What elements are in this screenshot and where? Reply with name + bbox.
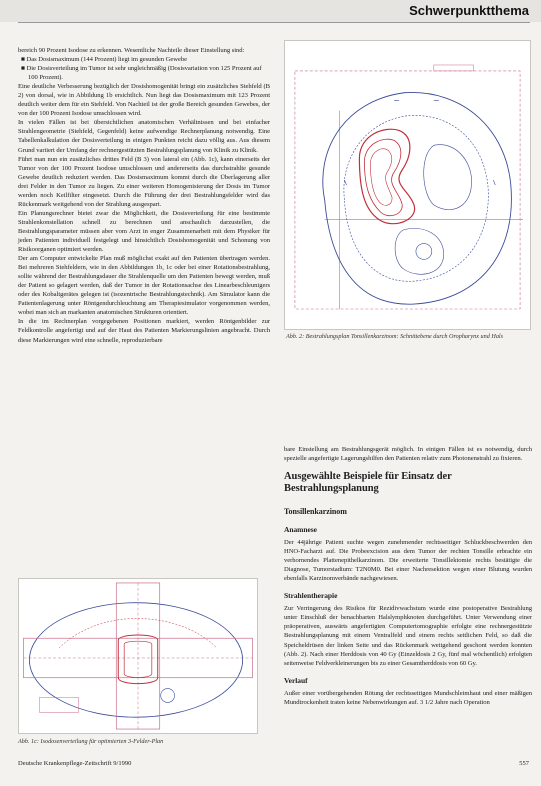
paragraph: Eine deutliche Verbesserung bezüglich der Dosishomogenität bringt ein zusätzliches Stehfeld (B 2) von dorsal, wie in Abbildung 1b ersichtlich. Nun liegt das Dosismaximum mit 123 Prozent deutlich weiter dem für ein Stehfeld. Von Nachteil ist der große Bereich gesunden Gewebes, der von der 100 Prozent Isodose umschlossen wird. xyxy=(18,83,270,118)
paragraph: bereich 90 Prozent Isodose zu erkennen. Wesentliche Nachteile dieser Einstellung sind: xyxy=(18,47,245,54)
paragraph-anamnese: Der 44jährige Patient suchte wegen zunehmender rechtsseitiger Schluckbeschwerden den HNO-Facharzt auf. Die Probeexcision aus dem Tumor der rechten Tonsille erbrachte ein verhornendes Plattenepithelkarzinom. Die erweiterte Tonsillektomie rechts bestätigte die Diagnose, Tumorstadium: T2N0M0. Bei einer Nachresektion wegen einer Blutung wurden ebenfalls Karzinomverbände nachgewiesen. xyxy=(284,539,532,583)
figure-2-treatment-plan xyxy=(284,40,531,330)
heading-strahlentherapie: Strahlentherapie xyxy=(284,591,338,601)
header-rule xyxy=(18,22,530,23)
page-number: 557 xyxy=(519,760,529,767)
left-column xyxy=(18,46,270,345)
footer-journal: Deutsche Krankenpflege-Zeitschrift 9/1990 xyxy=(18,760,132,767)
figure-2-caption: Abb. 2: Bestrahlungsplan Tonsillenkarzinom: Schnittebene durch Oropharynx und Hals xyxy=(286,333,504,340)
heading-anamnese: Anamnese xyxy=(284,525,317,535)
paragraph-verlauf: Außer einer vorübergehenden Rötung der rechtsseitigen Mundschleimhaut und einer mäßigen Mundtrockenheit traten keine Nebenwirkungen auf. 3 1/2 Jahre nach Operation xyxy=(284,689,532,706)
bullet-item: ■ Die Dosisverteilung im Tumor ist sehr ungleichmäßig (Dosisvariation von 125 Prozent auf 100 Prozent). xyxy=(21,65,262,82)
subsection-title: Tonsillenkarzinom xyxy=(284,507,347,517)
heading-verlauf: Verlauf xyxy=(284,675,308,685)
paragraph: Der am Computer entwickelte Plan muß möglichst exakt auf den Patienten übertragen werden. Bei mehreren Stehfeldern, wie in den Abbildungen 1b, 1c oder bei einer Rotationsbestrahlung, sollte während der Bestrahlungsdauer die Strahlenquelle um den Patienten bewegt werden, muß der Patient so gelagert werden, daß der Tumor in der Rotationsachse des Linearbeschleunigers oder des Kobaltgerätes gelegen ist (isozentrische Bestrahlungstechnik). Am Simulator kann die Patientenlagerung unter Röntgendurchleuchtung am Therapiesimulator vorgenommen werden, wobei man sich an markanten anatomischen Strukturen orientiert. xyxy=(18,255,270,317)
three-field-plan-image xyxy=(19,579,257,733)
figure-1c-caption: Abb. 1c: Isodosenverteilung für optimierten 3-Felder-Plan xyxy=(18,738,164,745)
section-title: Ausgewählte Beispiele für Einsatz der Bestrahlungsplanung xyxy=(284,471,452,495)
paragraph: In vielen Fällen ist bei übersichtlichen anatomischen Verhältnissen und bei einfacher Strahlengeometrie (Stehfeld, Gegenfeld) keine aufwendige Rechnerplanung notwendig. Eine Tabellenkalkulation der Dosisverteilung in einigen Punkten reicht dazu völlig aus. Aus diesem Grund variiert der Umfang der rechnergestützten Bestrahlungsplanung von Klinik zu Klinik. xyxy=(18,119,270,154)
bullet-item: ■ Das Dosismaximum (144 Prozent) liegt im gesunden Gewebe xyxy=(21,56,187,64)
figure-1c-isodose-plan xyxy=(18,578,258,734)
paragraph: bare Einstellung am Bestrahlungsgerät möglich. In einigen Fällen ist es notwendig, durch spezielle angefertigte Lagerungshilfen den Patienten relativ zum Photonenstrahl zu fixieren. xyxy=(284,446,532,463)
paragraph-strahlentherapie: Zur Verringerung des Risikos für Rezidivwachstum wurde eine postoperative Bestrahlung unter Einschluß der benachbarten Halslymphknoten durchgeführt. Unter Verwendung einer präoperativen, auswärts angefertigten Computertomographie erfolgte eine rechnergestützte Bestrahlungsplanung mit einem Ventralfeld und einem rechts seitlichen Feld, so daß die Speicheldrüsen der linken Seite und das Rückenmark weitgehend geschont werden konnten (Abb. 2). Nach einer Herddosis von 40 Gy (Einzeldosis 2 Gy, fünf mal wöchentlich) erfolgten seitenweise Feldverkleinerungen bis zu einer Gesamtherddosis von 60 Gy. xyxy=(284,605,532,667)
paragraph: In die im Rechnerplan vorgegebenen Positionen markiert, werden Röntgenbilder zur Feldkontrolle angefertigt und auf der Haut des Patienten Markierungslinien angebracht. Durch diese Markierungen wird eine schnelle, reproduzierbare xyxy=(18,318,270,344)
right-column xyxy=(284,445,532,707)
paragraph: Ein Planungsrechner bietet zwar die Möglichkeit, die Dosisverteilung für eine bestimmte Strahlenkonstellation schnell zu berechnen und anschaulich darzustellen, die Bestrahlungsparameter müssen aber vom Arzt in enger Zusammenarbeit mit dem Physiker für jeden Patienten individuell festgelegt und hinsichtlich Dosishomogenität und Schonung von Risikoorganen optimiert werden. xyxy=(18,209,270,254)
paragraph: Führt man nun ein zusätzliches drittes Feld (B 3) von lateral ein (Abb. 1c), kann einerseits der Tumor von der 100 Prozent Isodose umschlossen und andererseits das durchstrahlte gesunde Gewebe deutlich reduziert werden. Das Dosismaximum kommt durch die Überlagerung aller drei Felder in den Tumor zu liegen. Zu einer weiteren Homogenisierung der Dosis im Tumor werden noch Keilfilter eingesetzt. Durch die Führung der drei Bestrahlungsfelder wird das Rückenmark weitgehend von der Strahlung ausgespart. xyxy=(18,155,270,208)
section-header-title: Schwerpunktthema xyxy=(409,3,529,18)
isodose-plan-image xyxy=(285,41,530,329)
